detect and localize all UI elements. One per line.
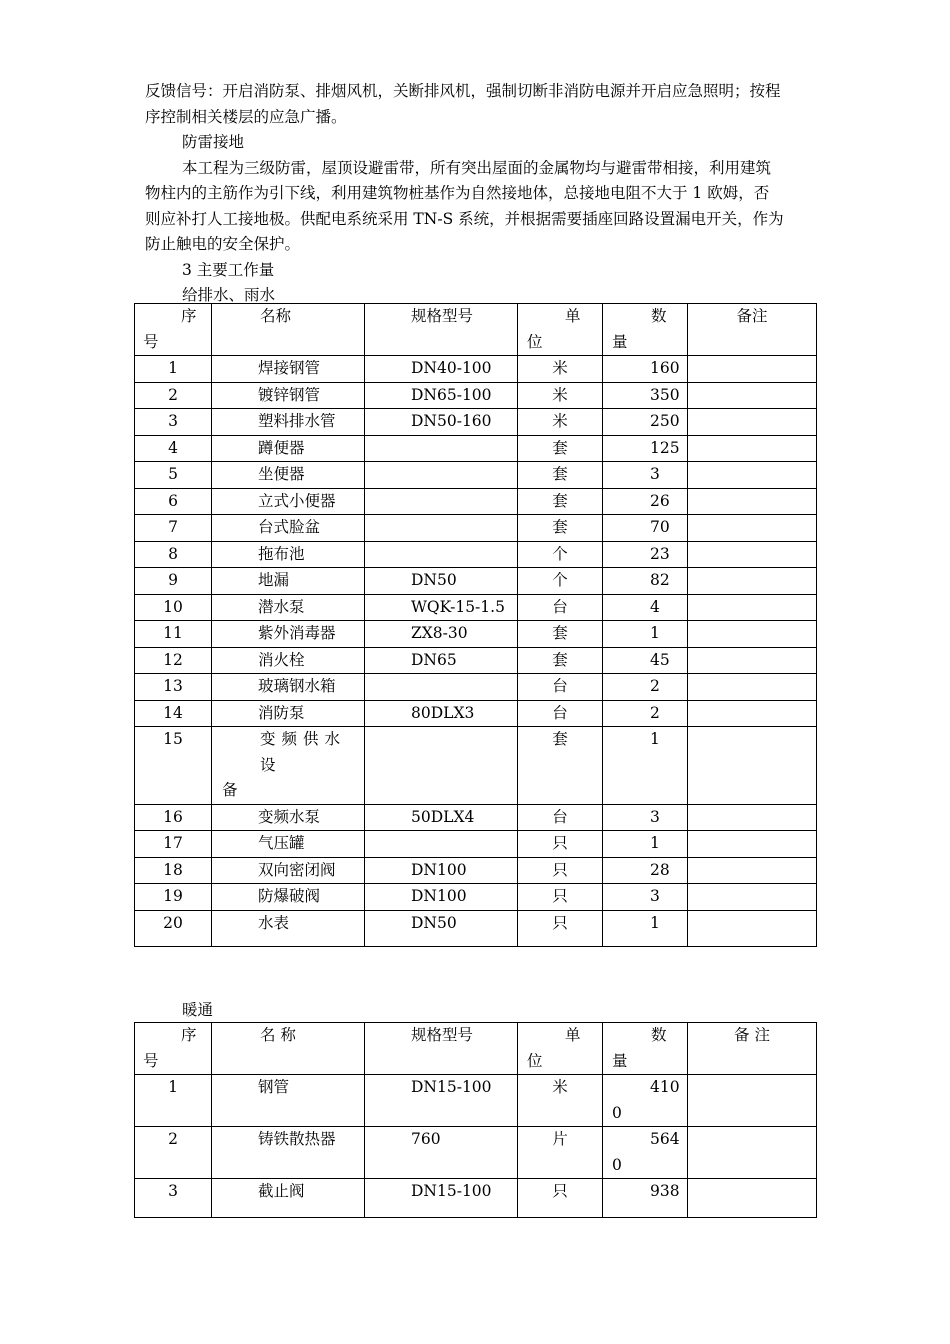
row-unit: 片 [518, 1127, 603, 1179]
row-name: 焊接钢管 [212, 356, 365, 383]
row-note [688, 356, 817, 383]
row-qty: 250 [603, 409, 688, 436]
table1-heading: 给排水、雨水 [182, 286, 276, 304]
table-row [135, 621, 817, 648]
row-spec: DN100 [365, 857, 518, 884]
row-qty: 350 [603, 382, 688, 409]
row-name: 防爆破阀 [212, 884, 365, 911]
row-seq: 1 [135, 356, 212, 383]
row-qty: 1 [603, 621, 688, 648]
row-note [688, 621, 817, 648]
row-unit: 米 [518, 356, 603, 383]
table2-heading: 暖通 [182, 1001, 214, 1019]
row-unit: 台 [518, 804, 603, 831]
row-note [688, 541, 817, 568]
header-spec: 规格型号 [365, 1023, 518, 1075]
header-name: 名 称 [212, 1023, 365, 1075]
row-name: 坐便器 [212, 462, 365, 489]
row-spec [365, 541, 518, 568]
row-seq: 15 [135, 727, 212, 805]
intro-line-2: 序控制相关楼层的应急广播。 [145, 108, 347, 126]
row-name: 蹲便器 [212, 435, 365, 462]
row-unit: 套 [518, 647, 603, 674]
table-row [135, 356, 817, 383]
table-row [135, 462, 817, 489]
row-spec [365, 727, 518, 805]
lightning-heading: 防雷接地 [182, 133, 245, 151]
row-note [688, 568, 817, 595]
row-unit: 米 [518, 382, 603, 409]
row-note [688, 647, 817, 674]
header-unit: 单 位 [518, 1023, 603, 1075]
row-name: 双向密闭阀 [212, 857, 365, 884]
row-seq: 20 [135, 910, 212, 946]
row-note [688, 462, 817, 489]
row-note [688, 1179, 817, 1218]
row-qty: 1 [603, 910, 688, 946]
row-unit: 只 [518, 831, 603, 858]
row-seq: 18 [135, 857, 212, 884]
row-qty: 2 [603, 700, 688, 727]
row-note [688, 700, 817, 727]
row-note [688, 674, 817, 701]
row-seq: 2 [135, 1127, 212, 1179]
row-name: 玻璃钢水箱 [212, 674, 365, 701]
row-qty: 3 [603, 462, 688, 489]
row-name: 截止阀 [212, 1179, 365, 1218]
table-row [135, 409, 817, 436]
row-name: 潜水泵 [212, 594, 365, 621]
row-unit: 台 [518, 700, 603, 727]
row-seq: 8 [135, 541, 212, 568]
row-spec: DN50 [365, 568, 518, 595]
table-row [135, 700, 817, 727]
row-qty: 70 [603, 515, 688, 542]
row-spec: DN50-160 [365, 409, 518, 436]
row-note [688, 488, 817, 515]
table-row [135, 382, 817, 409]
row-note [688, 910, 817, 946]
row-note [688, 1075, 817, 1127]
row-note [688, 1127, 817, 1179]
row-seq: 3 [135, 1179, 212, 1218]
row-unit: 个 [518, 568, 603, 595]
row-note [688, 857, 817, 884]
row-qty: 160 [603, 356, 688, 383]
section-heading: 3 主要工作量 [182, 261, 275, 279]
row-qty: 45 [603, 647, 688, 674]
row-seq: 13 [135, 674, 212, 701]
row-name: 水表 [212, 910, 365, 946]
row-qty: 410 0 [603, 1075, 688, 1127]
row-spec: DN50 [365, 910, 518, 946]
lightning-line-2: 物柱内的主筋作为引下线，利用建筑物桩基作为自然接地体，总接地电阻不大于 1 欧姆，否 [145, 184, 770, 202]
hvac-table [134, 1022, 817, 1218]
row-spec: DN15-100 [365, 1179, 518, 1218]
row-unit: 套 [518, 462, 603, 489]
row-note [688, 594, 817, 621]
row-name: 变频水泵 [212, 804, 365, 831]
row-spec [365, 488, 518, 515]
row-unit: 套 [518, 621, 603, 648]
row-seq: 17 [135, 831, 212, 858]
table-row [135, 1127, 817, 1179]
row-name: 变频供水设 备 [212, 727, 365, 805]
row-spec [365, 462, 518, 489]
header-note: 备 注 [688, 1023, 817, 1075]
row-qty: 938 [603, 1179, 688, 1218]
row-seq: 6 [135, 488, 212, 515]
intro-line-1: 反馈信号：开启消防泵、排烟风机，关断排风机，强制切断非消防电源并开启应急照明；按程 [145, 82, 781, 100]
row-unit: 米 [518, 1075, 603, 1127]
row-spec: DN100 [365, 884, 518, 911]
table-row [135, 647, 817, 674]
table-row [135, 568, 817, 595]
row-spec [365, 831, 518, 858]
row-qty: 82 [603, 568, 688, 595]
row-seq: 5 [135, 462, 212, 489]
row-spec: 50DLX4 [365, 804, 518, 831]
row-unit: 台 [518, 594, 603, 621]
row-qty: 564 0 [603, 1127, 688, 1179]
table-row [135, 1179, 817, 1218]
water-supply-table [134, 303, 817, 947]
row-seq: 12 [135, 647, 212, 674]
header-qty: 数 量 [603, 304, 688, 356]
header-seq: 序 号 [135, 1023, 212, 1075]
row-unit: 套 [518, 727, 603, 805]
row-spec: DN65-100 [365, 382, 518, 409]
row-note [688, 884, 817, 911]
row-qty: 4 [603, 594, 688, 621]
row-unit: 只 [518, 857, 603, 884]
row-seq: 14 [135, 700, 212, 727]
table-row [135, 541, 817, 568]
row-qty: 1 [603, 831, 688, 858]
row-qty: 1 [603, 727, 688, 805]
row-seq: 2 [135, 382, 212, 409]
row-unit: 米 [518, 409, 603, 436]
row-seq: 7 [135, 515, 212, 542]
row-seq: 11 [135, 621, 212, 648]
row-seq: 10 [135, 594, 212, 621]
row-spec: 760 [365, 1127, 518, 1179]
table-row [135, 674, 817, 701]
table-row [135, 910, 817, 946]
row-unit: 个 [518, 541, 603, 568]
table-row [135, 515, 817, 542]
header-qty: 数 量 [603, 1023, 688, 1075]
row-qty: 26 [603, 488, 688, 515]
row-qty: 3 [603, 804, 688, 831]
row-note [688, 804, 817, 831]
table-row [135, 884, 817, 911]
table-row [135, 594, 817, 621]
table-row [135, 1075, 817, 1127]
row-note [688, 831, 817, 858]
row-seq: 9 [135, 568, 212, 595]
row-spec: DN65 [365, 647, 518, 674]
row-qty: 125 [603, 435, 688, 462]
row-name: 立式小便器 [212, 488, 365, 515]
table-row [135, 804, 817, 831]
lightning-line-4: 防止触电的安全保护。 [145, 235, 301, 253]
row-note [688, 435, 817, 462]
row-seq: 1 [135, 1075, 212, 1127]
row-unit: 台 [518, 674, 603, 701]
row-spec: 80DLX3 [365, 700, 518, 727]
table-header-row [135, 1023, 817, 1075]
row-name: 消火栓 [212, 647, 365, 674]
row-note [688, 515, 817, 542]
table-row [135, 831, 817, 858]
row-qty: 28 [603, 857, 688, 884]
row-note [688, 727, 817, 805]
row-name: 气压罐 [212, 831, 365, 858]
row-name: 消防泵 [212, 700, 365, 727]
row-spec: WQK-15-1.5 [365, 594, 518, 621]
row-name: 塑料排水管 [212, 409, 365, 436]
row-seq: 4 [135, 435, 212, 462]
row-seq: 19 [135, 884, 212, 911]
row-spec [365, 435, 518, 462]
header-seq: 序 号 [135, 304, 212, 356]
row-seq: 3 [135, 409, 212, 436]
row-name: 铸铁散热器 [212, 1127, 365, 1179]
row-qty: 3 [603, 884, 688, 911]
row-unit: 套 [518, 488, 603, 515]
row-name: 钢管 [212, 1075, 365, 1127]
lightning-line-3: 则应补打人工接地极。供配电系统采用 TN-S 系统，并根据需要插座回路设置漏电开关，作为 [145, 210, 784, 228]
row-name: 镀锌钢管 [212, 382, 365, 409]
row-spec: ZX8-30 [365, 621, 518, 648]
row-note [688, 382, 817, 409]
row-spec: DN15-100 [365, 1075, 518, 1127]
row-unit: 套 [518, 515, 603, 542]
row-spec [365, 674, 518, 701]
row-unit: 套 [518, 435, 603, 462]
lightning-line-1: 本工程为三级防雷，屋顶设避雷带，所有突出屋面的金属物均与避雷带相接，利用建筑 [182, 159, 772, 177]
row-name: 台式脸盆 [212, 515, 365, 542]
table-row [135, 727, 817, 805]
row-qty: 23 [603, 541, 688, 568]
row-name: 紫外消毒器 [212, 621, 365, 648]
row-unit: 只 [518, 1179, 603, 1218]
table-row [135, 435, 817, 462]
row-seq: 16 [135, 804, 212, 831]
header-spec: 规格型号 [365, 304, 518, 356]
row-spec: DN40-100 [365, 356, 518, 383]
row-unit: 只 [518, 910, 603, 946]
row-name: 拖布池 [212, 541, 365, 568]
header-name: 名称 [212, 304, 365, 356]
row-name: 地漏 [212, 568, 365, 595]
header-note: 备注 [688, 304, 817, 356]
table-header-row [135, 304, 817, 356]
row-unit: 只 [518, 884, 603, 911]
row-note [688, 409, 817, 436]
row-spec [365, 515, 518, 542]
row-qty: 2 [603, 674, 688, 701]
table-row [135, 857, 817, 884]
header-unit: 单 位 [518, 304, 603, 356]
table-row [135, 488, 817, 515]
